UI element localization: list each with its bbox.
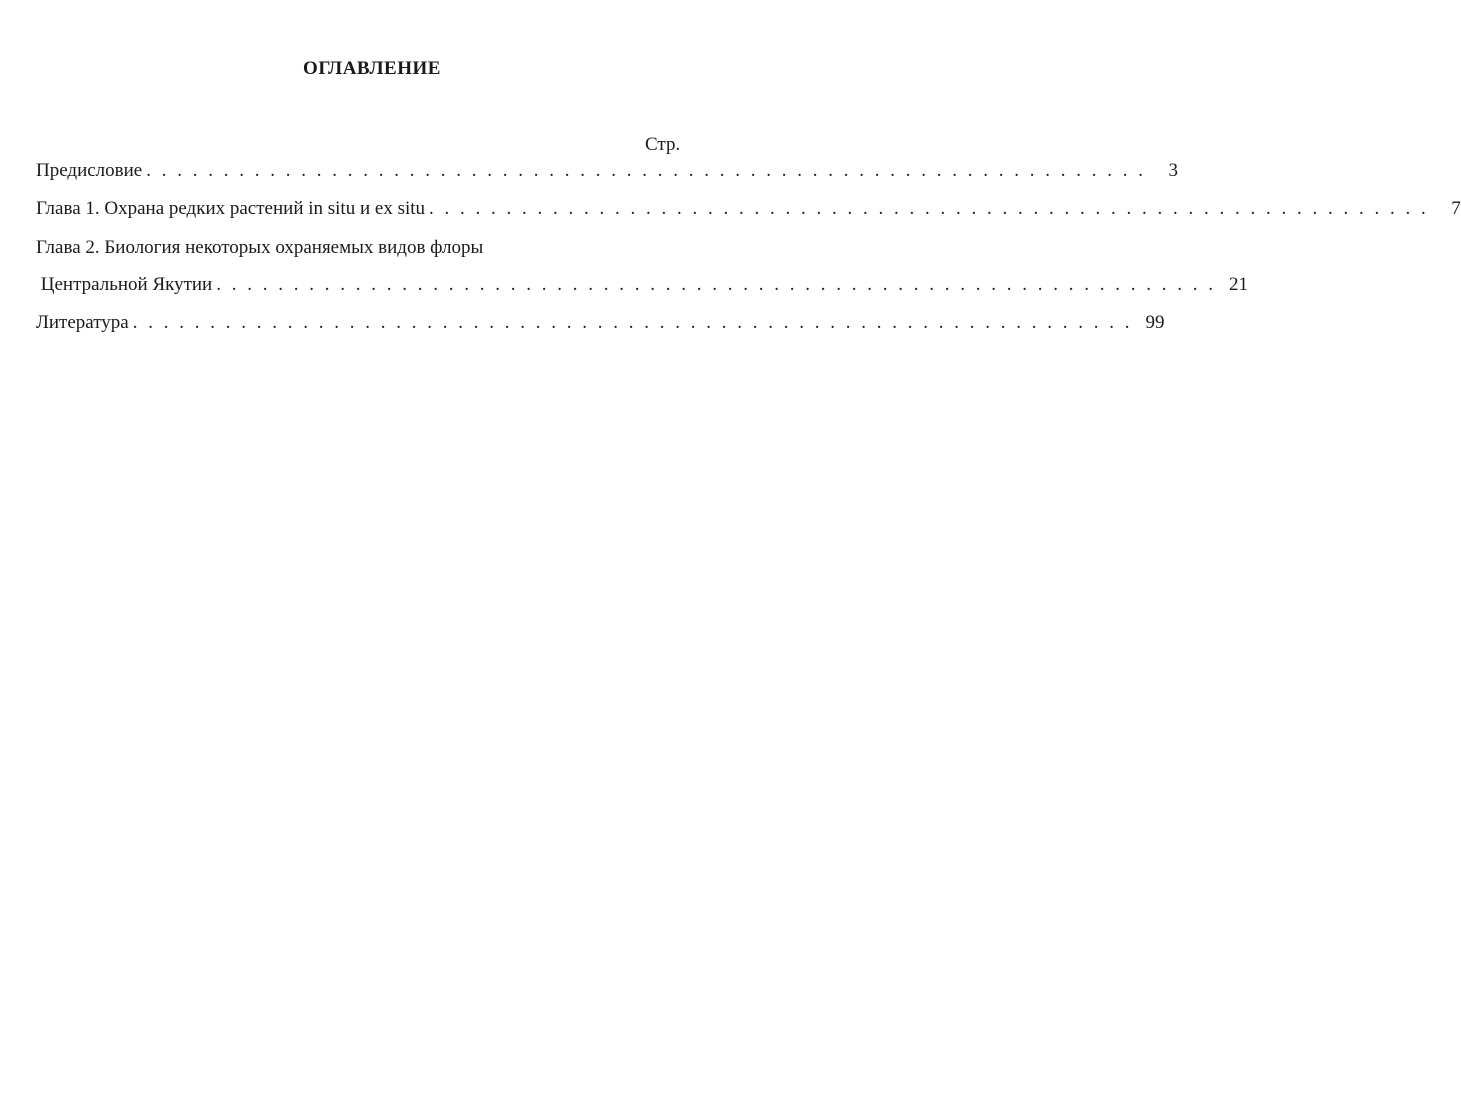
toc-entry-label: Центральной Якутии (36, 274, 213, 295)
toc-entry-chapter-2-line-2[interactable] (36, 274, 1248, 296)
page-column-header: Стр. (645, 134, 681, 155)
toc-leader-dots: . . . . . . . . . . . . . . . . . . . . . . . . . . . . . . . . . . . . . . . . . . . . . . . . . . . . . . . . . . . . . . . . . (132, 312, 1133, 333)
toc-entry-label: Литература (36, 312, 129, 333)
toc-entry-page: 3 (1168, 160, 1178, 181)
toc-entry-literature[interactable] (36, 312, 1165, 334)
toc-entry-page: 21 (1228, 274, 1248, 295)
toc-leader-dots: . . . . . . . . . . . . . . . . . . . . . . . . . . . . . . . . . . . . . . . . . . . . . . . . . . . . . . . . . . . . . . . . . (429, 198, 1429, 219)
toc-entry-label: Глава 1. Охрана редких растений in situ и ex situ (36, 198, 426, 219)
toc-entry-chapter-2-line-1[interactable]: Глава 2. Биология некоторых охраняемых видов флоры (36, 237, 484, 258)
page-title: ОГЛАВЛЕНИЕ (303, 58, 441, 79)
toc-entry-label: Предисловие (36, 160, 143, 181)
toc-entry-preface[interactable] (36, 160, 1178, 182)
toc-entry-page: 7 (1451, 198, 1461, 219)
toc-leader-dots: . . . . . . . . . . . . . . . . . . . . . . . . . . . . . . . . . . . . . . . . . . . . . . . . . . . . . . . . . . . . . . . . . (216, 274, 1216, 295)
toc-entry-page: 99 (1145, 312, 1165, 333)
toc-leader-dots: . . . . . . . . . . . . . . . . . . . . . . . . . . . . . . . . . . . . . . . . . . . . . . . . . . . . . . . . . . . . . . . . . (146, 160, 1146, 181)
toc-entry-chapter-1[interactable] (36, 198, 1461, 220)
